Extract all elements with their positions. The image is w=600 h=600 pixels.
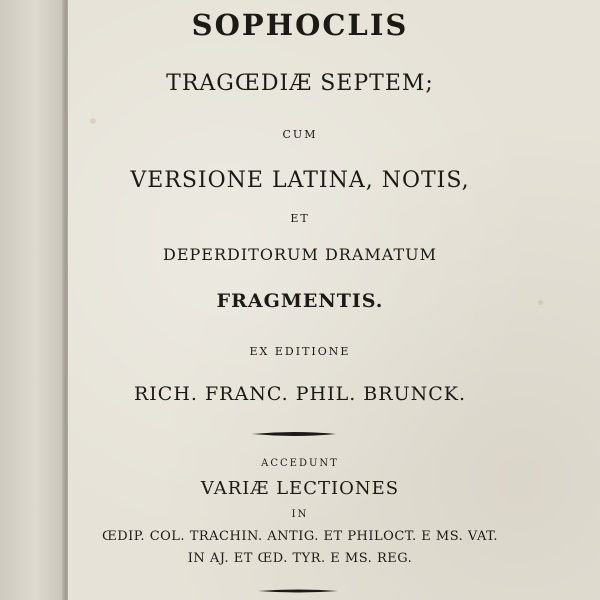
ex-editione-line: EX EDITIONE: [249, 345, 351, 358]
version-line: VERSIONE LATINA, NOTIS,: [130, 168, 470, 193]
sources-line-2: IN AJ. ET ŒD. TYR. E MS. REG.: [187, 551, 413, 566]
fragmentis-line: FRAGMENTIS.: [216, 290, 384, 312]
ornamental-rule: [252, 430, 336, 438]
work-title: TRAGŒDIÆ SEPTEM;: [166, 71, 434, 96]
deperditorum-line: DEPERDITORUM DRAMATUM: [163, 245, 437, 264]
foxing-spot: [90, 118, 96, 124]
et-line: ET: [290, 212, 310, 225]
author-heading: SOPHOCLIS: [191, 8, 409, 42]
accedunt-line: ACCEDUNT: [261, 458, 339, 469]
in-line: IN: [291, 509, 309, 520]
editor-line: RICH. FRANC. PHIL. BRUNCK.: [133, 383, 466, 405]
variae-lectiones-line: VARIÆ LECTIONES: [200, 478, 400, 499]
bottom-rule: [258, 588, 338, 594]
sources-line-1: ŒDIP. COL. TRACHIN. ANTIG. ET PHILOCT. E MS. VAT.: [101, 529, 499, 544]
cum-line: CUM: [282, 128, 318, 141]
